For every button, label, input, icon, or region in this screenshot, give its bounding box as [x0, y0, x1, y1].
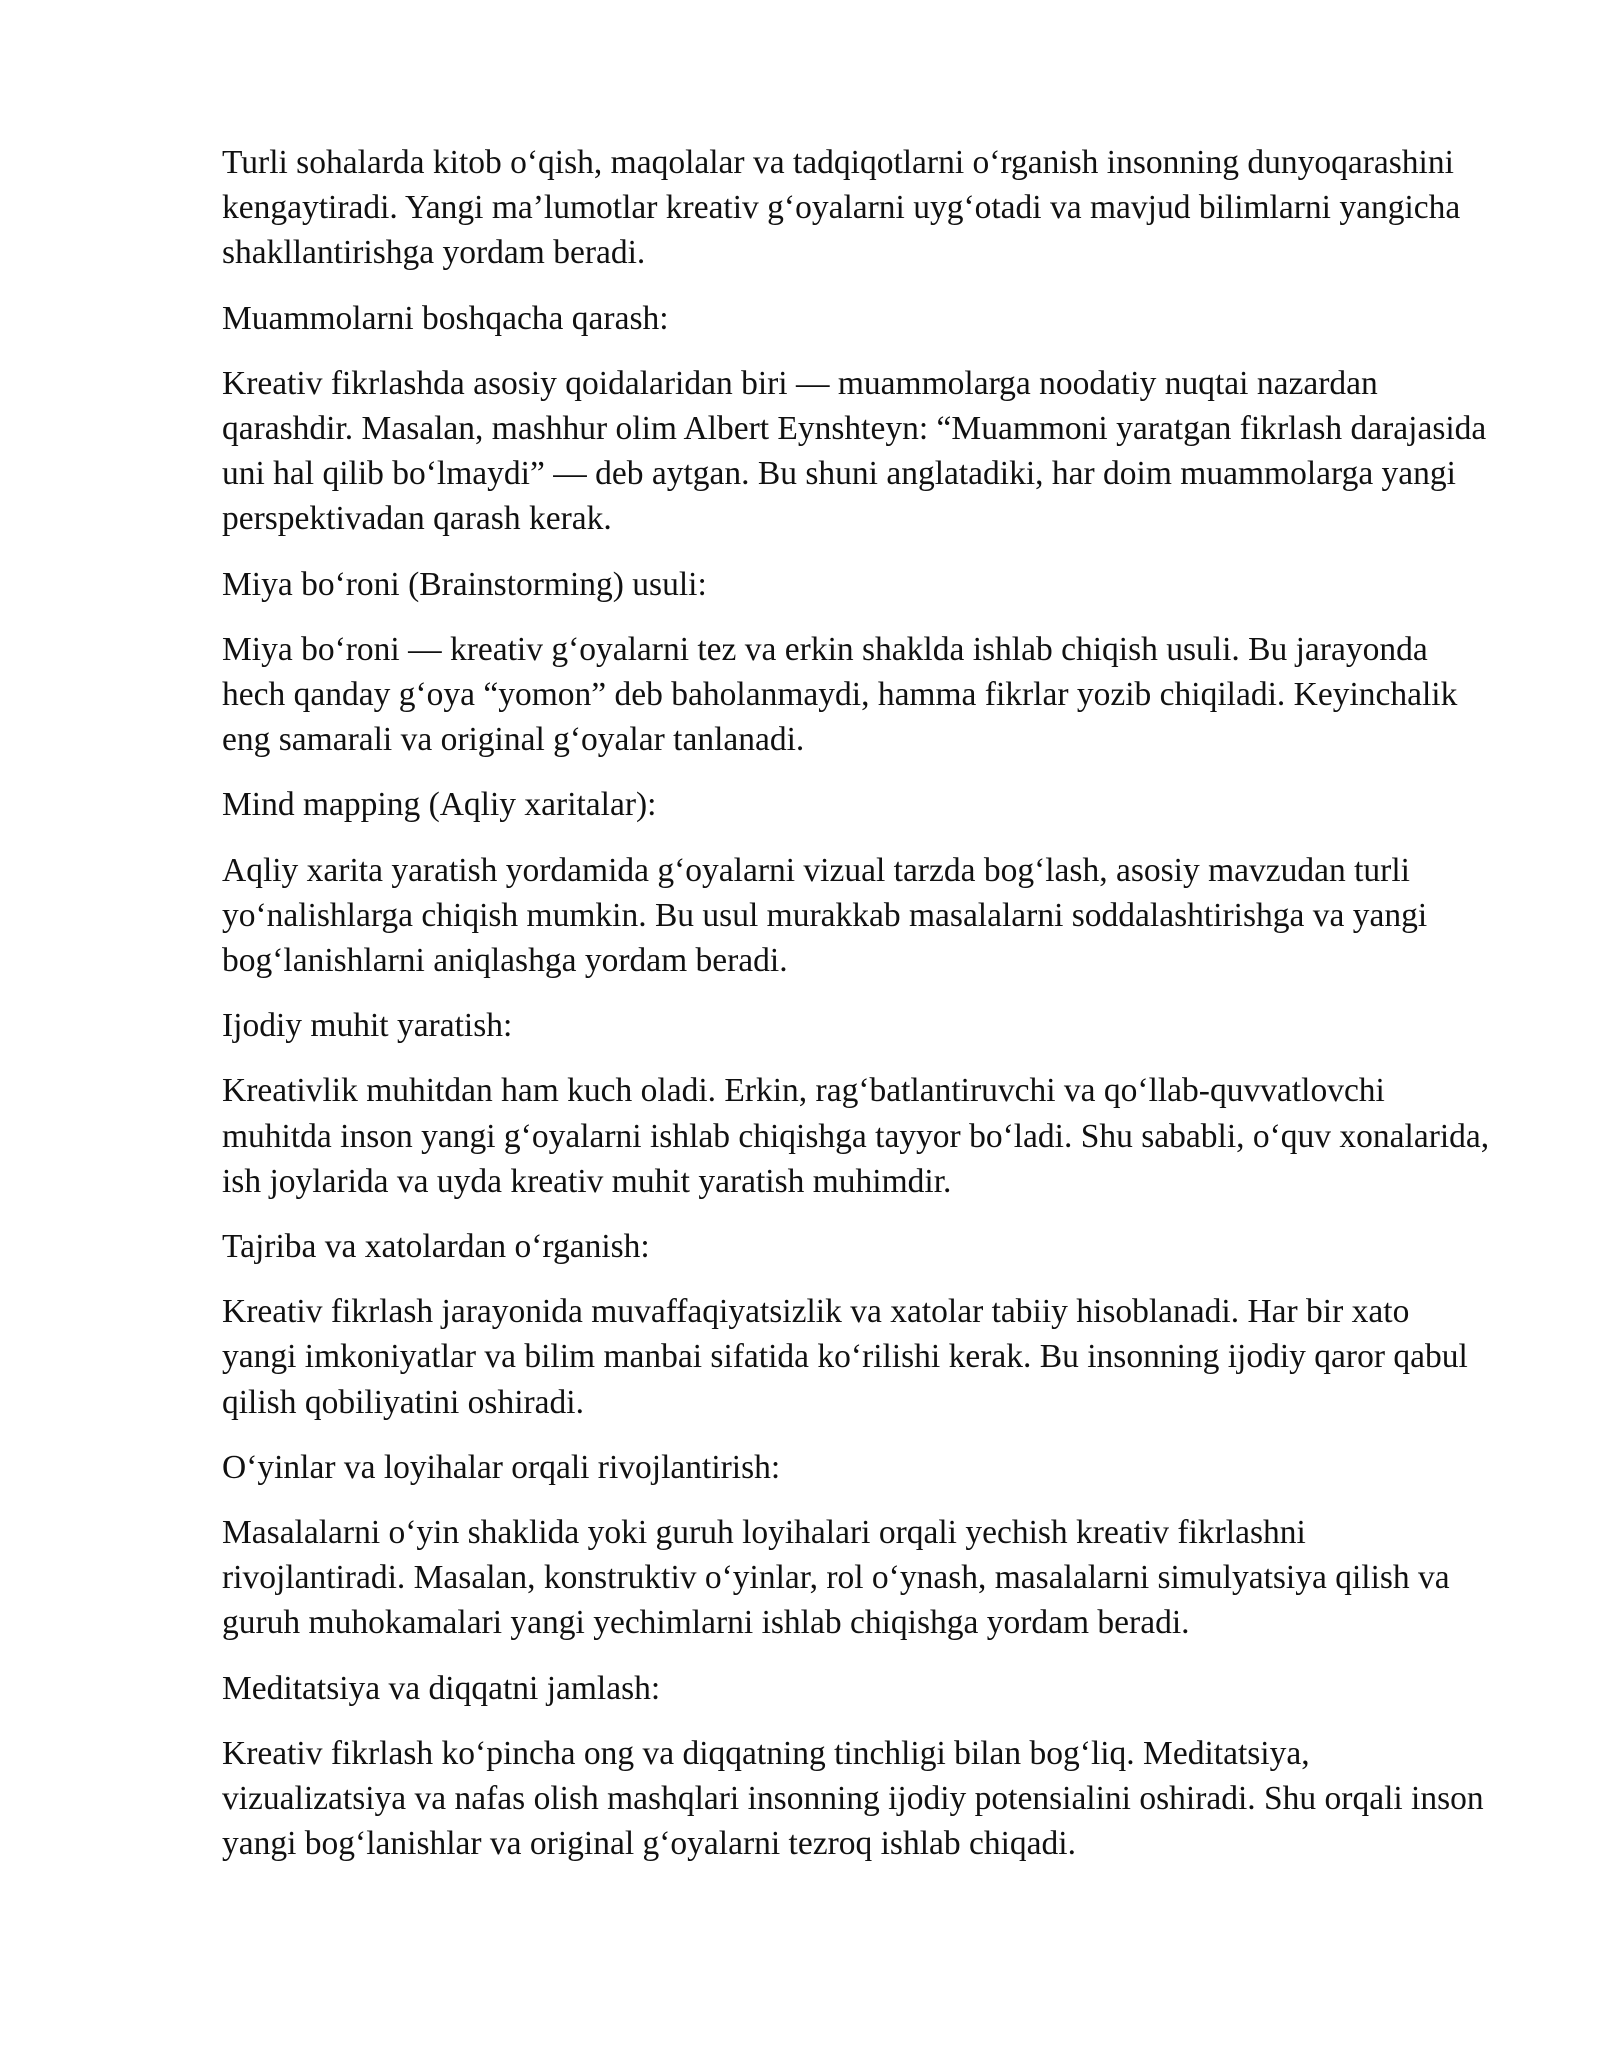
section-heading-2: Miya bo‘roni (Brainstorming) usuli: — [222, 565, 707, 603]
section-heading-6: O‘yinlar va loyihalar orqali rivojlantirish: — [222, 1448, 781, 1486]
section-body-4: Kreativlik muhitdan ham kuch oladi. Erkin, rag‘batlantiruvchi va qo‘llab-quvvatlovchi muhitda inson yangi g‘oyalarni ishlab chiqishga tayyor bo‘ladi. Shu sababli, o‘quv xonalarida, ish joylarida va uyda kreativ muhit yaratish muhimdir. — [222, 1072, 1490, 1200]
section-heading-4: Ijodiy muhit yaratish: — [222, 1007, 513, 1045]
section-body-2: Miya bo‘roni — kreativ g‘oyalarni tez va erkin shaklda ishlab chiqish usuli. Bu jarayonda hech qanday g‘oya “yomon” deb baholanmaydi, hamma fikrlar yozib chiqiladi. Keyinchalik eng samarali va original g‘oyalar tanlanadi. — [222, 630, 1458, 759]
document-page — [222, 140, 1492, 1887]
section-body-1: Kreativ fikrlashda asosiy qoidalaridan biri — muammolarga noodatiy nuqtai nazardan qarashdir. Masalan, mashhur olim Albert Eynshteyn: “Muammoni yaratgan fikrlash darajasida uni hal qilib bo‘lmaydi” — deb aytgan. Bu shuni anglatadiki, har doim muammolarga yangi perspektivadan qarash kerak. — [222, 364, 1487, 538]
section-heading-5: Tajriba va xatolardan o‘rganish: — [222, 1228, 650, 1266]
section-heading-3: Mind mapping (Aqliy xaritalar): — [222, 786, 657, 824]
section-body-7: Kreativ fikrlash ko‘pincha ong va diqqatning tinchligi bilan bog‘liq. Meditatsiya, vizualizatsiya va nafas olish mashqlari insonning ijodiy potensialini oshiradi. Shu orqali inson yangi bog‘lanishlar va original g‘oyalarni tezroq ishlab chiqadi. — [222, 1734, 1484, 1863]
section-heading-1: Muammolarni boshqacha qarash: — [222, 299, 669, 337]
section-body-3: Aqliy xarita yaratish yordamida g‘oyalarni vizual tarzda bog‘lash, asosiy mavzudan turli yo‘nalishlarga chiqish mumkin. Bu usul murakkab masalalarni soddalashtirishga va yangi bog‘lanishlarni aniqlashga yordam beradi. — [222, 851, 1428, 980]
intro-paragraph: Turli sohalarda kitob o‘qish, maqolalar va tadqiqotlarni o‘rganish insonning dunyoqarashini kengaytiradi. Yangi ma’lumotlar kreativ g‘oyalarni uyg‘otadi va mavjud bilimlarni yangicha shakllantirishga yordam beradi. — [222, 144, 1461, 272]
section-body-6: Masalalarni o‘yin shaklida yoki guruh loyihalari orqali yechish kreativ fikrlashni rivojlantiradi. Masalan, konstruktiv o‘yinlar, rol o‘ynash, masalalarni simulyatsiya qilish va guruh muhokamalari yangi yechimlarni ishlab chiqishga yordam beradi. — [222, 1514, 1450, 1642]
section-heading-7: Meditatsiya va diqqatni jamlash: — [222, 1669, 661, 1707]
section-body-5: Kreativ fikrlash jarayonida muvaffaqiyatsizlik va xatolar tabiiy hisoblanadi. Har bir xato yangi imkoniyatlar va bilim manbai sifatida ko‘rilishi kerak. Bu insonning ijodiy qaror qabul qilish qobiliyatini oshiradi. — [222, 1293, 1468, 1421]
